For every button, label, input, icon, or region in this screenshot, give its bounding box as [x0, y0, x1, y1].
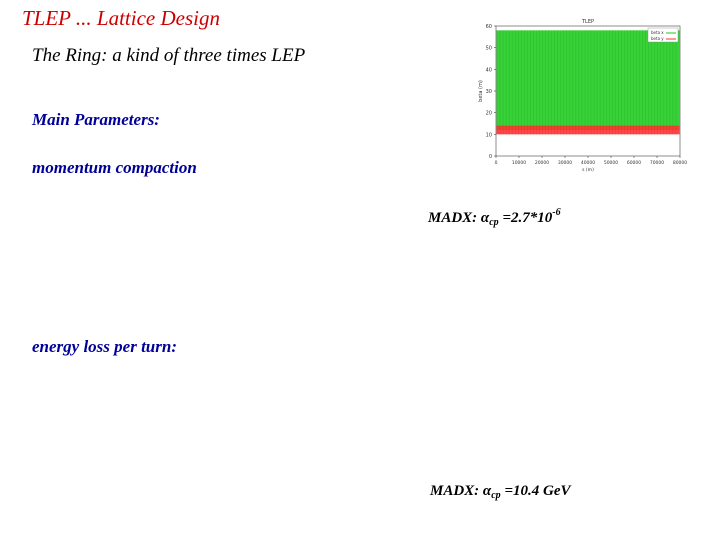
slide-title: TLEP ... Lattice Design: [22, 6, 220, 30]
y-tick-label: 40: [485, 67, 492, 74]
energy-loss-heading: energy loss per turn:: [32, 337, 177, 356]
chart-title: TLEP: [581, 19, 595, 25]
y-tick-label: 30: [485, 89, 492, 95]
y-tick-label: 50: [485, 45, 492, 52]
x-axis-label: s (m): [582, 168, 594, 173]
madx-energy-loss-value: [430, 483, 570, 501]
x-tick-label: 0: [494, 161, 498, 166]
legend-label: beta y: [651, 36, 664, 41]
x-tick-label: 40000: [580, 161, 596, 166]
main-parameters-heading: Main Parameters:: [32, 110, 160, 129]
madx1-prefix: MADX: α: [428, 210, 490, 226]
madx2-sub: cp: [491, 490, 501, 501]
y-tick-label: 10: [485, 132, 492, 139]
madx2-prefix: MADX: α: [430, 483, 492, 499]
x-tick-label: 50000: [603, 161, 619, 166]
x-tick-label: 60000: [626, 161, 642, 166]
madx2-suffix: =10.4 GeV: [500, 483, 571, 499]
madx1-sub: cp: [489, 217, 499, 228]
x-tick-label: 10000: [511, 161, 527, 166]
beta-function-chart: [470, 14, 692, 174]
x-tick-label: 70000: [649, 161, 665, 166]
momentum-compaction-heading: momentum compaction: [32, 158, 197, 177]
x-tick-label: 20000: [534, 161, 550, 166]
x-tick-label: 30000: [557, 161, 573, 166]
x-tick-label: 80000: [672, 161, 688, 166]
madx1-sup: -6: [552, 207, 561, 218]
y-tick-label: 20: [485, 110, 492, 117]
slide-subtitle: The Ring: a kind of three times LEP: [32, 45, 306, 66]
y-tick-label: 0: [488, 154, 492, 160]
beta-function-plot: [470, 14, 692, 174]
madx1-mid: =2.7*10: [498, 210, 553, 226]
madx-momentum-compaction-value: [428, 207, 561, 228]
y-axis-label: beta (m): [478, 80, 484, 102]
y-tick-label: 60: [485, 24, 492, 30]
legend-label: beta x: [651, 30, 664, 35]
